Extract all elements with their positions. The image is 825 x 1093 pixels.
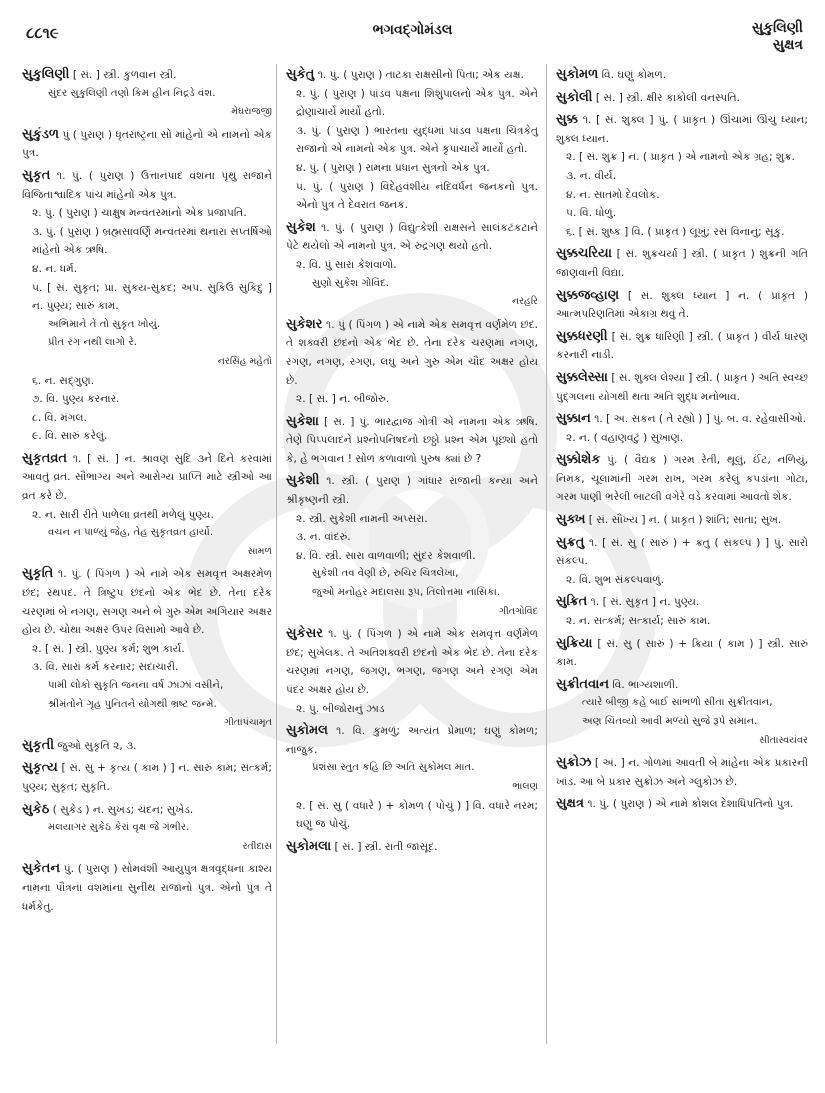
entry-line (22, 126, 272, 163)
quotation-line: પ્રશંસા સ્તુત કહિ છિ અતિ સુકોમલ માત. (312, 762, 475, 774)
headword: સુક્કધરણી (556, 328, 608, 344)
dictionary-entry (556, 245, 808, 282)
quotation-line: સુકેશી તવ વેણી છે, રુચિર ચિત્રલેખા, (312, 568, 459, 580)
headword: સુકોમલા (286, 838, 332, 854)
definition: જુઓ સુકૃતિ ૨, ૩. (57, 739, 137, 752)
definition: [ સં. સુ + કૃત્ય ( કામ ) ] ન. સારું કામ; સત્કર્મ; પુણ્ય; સુકૃત; સુકૃતિ. (22, 762, 272, 793)
headword: સુકેશા (286, 413, 319, 429)
quotation-line: ત્યારે બીજી કહે બાઈ સાંભળો સીતા સુક્રીતવાન, (582, 697, 773, 709)
dictionary-entry (286, 66, 538, 215)
dictionary-entry (22, 737, 272, 756)
sub-sense: ૨. [ સં. શુક્ર ] ન. ( પ્રાકૃત ) એ નામનો એક ગ્રહ; શુક્ર. (566, 151, 795, 164)
quotation-line: પામી લોકો સુકૃતિ જનના વર્ષ ઝાઝાં વસીને, (48, 680, 224, 691)
headword: સુક્કાન (556, 411, 591, 427)
entry-line (556, 410, 808, 429)
sub-sense: ૯. વિ. સારું કરેલું. (32, 430, 108, 443)
entry-line (22, 860, 272, 916)
definition: ૧. [ સં. સુ ( સારું ) + ક્રતુ ( સંકલ્પ ) ] પું. સારો સંકલ્પ. (556, 536, 808, 568)
definition: [ સં. શુક્રચર્યા ] સ્ત્રી. ( પ્રાકૃત ) શુક્રની ગતિ જાણવાની વિદ્યા. (556, 248, 808, 279)
dictionary-entry (22, 126, 272, 163)
sub-sense: ૩. ન. વાંદરું. (296, 531, 351, 544)
guide-words (752, 20, 803, 54)
sub-sense: ૪. ન. સાતમો દેવલોક. (566, 188, 660, 201)
headword: સુકૃત (22, 167, 51, 183)
entry-line (556, 369, 808, 406)
sub-sense: ૨. ન. સત્કર્મ; સત્કાર્ય; સારું કામ. (566, 615, 711, 628)
dictionary-entry (286, 413, 538, 469)
headword: સુકૃતવ્રત (22, 450, 68, 466)
definition: ૧. [ અ. સકન ( તે રહ્યો ) ] પું. બ. વ. રહેવાસીઓ. (594, 413, 807, 426)
quotation-line: સુંદર સુકુલિણી તણો કિમ હીન નિદ્રડે વંશ. (48, 87, 216, 99)
entry-line (286, 722, 538, 759)
sub-sense: ૨. પું. ( પુરાણ ) ચાક્ષુષ મન્વંતરમાંનો એક પ્રજાપતિ. (32, 207, 247, 220)
headword: સુક્રોઝ (556, 755, 592, 771)
headword: સુક્રિત (556, 594, 588, 610)
sub-sense: ૪. પું. ( પુરાણ ) રામના પ્રધાન સુત્રનો એક પુત્ર. (296, 161, 490, 174)
sub-sense: ૭. વિ. પુણ્ય કરનાર. (32, 393, 120, 406)
sub-sense: ૨. ન. સારી રીતે પાળેલા વ્રતથી મળેલું પુણ્ય. (32, 508, 214, 521)
entry-line (556, 89, 808, 108)
entry-line (286, 625, 538, 699)
entry-line (22, 565, 272, 639)
dictionary-entry (556, 593, 808, 630)
headword: સુકેઠ (22, 801, 50, 817)
sub-sense: ૨. [ સં. સુ ( વધારે ) + કોમળ ( પોચું ) ] વિ. વધારે નરમ; ઘણું જ પોચું. (296, 799, 538, 831)
column-3 (556, 66, 808, 818)
definition: ૧. પું. ( પુરાણ ) એ નામે કોશલ દેશાધિપતિનો પુત્ર. (587, 798, 794, 811)
headword: સુકેતુ (286, 67, 315, 82)
headword: સુકુંડળ (22, 126, 59, 142)
headword: સુકુલિણી (22, 67, 70, 82)
column-2 (286, 66, 538, 860)
sub-sense: ૨. સ્ત્રી. સુકેશી નામની અપ્સરા. (296, 512, 428, 525)
entry-line (286, 838, 538, 857)
headword: સુક્કજવ્હાણ (556, 287, 620, 303)
dictionary-entry (556, 89, 808, 108)
headword: સુક્રતુ (556, 534, 585, 550)
sub-sense: ૫. [ સં. સુકૃત; પ્રા. સુકય-સુકદ; અપ. સુકિઉ સુકિદુ ] ન. પુણ્ય; સારું કામ. (32, 281, 272, 313)
dictionary-entry (286, 838, 538, 857)
dictionary-entry (556, 410, 808, 447)
guide-word-first: સુકુલિણી (751, 20, 803, 36)
dictionary-entry (556, 676, 808, 750)
page-number: ૮૮૧૯ (26, 24, 59, 42)
quotation-source: મેઘરાજજી (231, 106, 272, 118)
entry-line (286, 472, 538, 509)
dictionary-entry (556, 287, 808, 324)
sub-sense: ૨. વિ. શુભ સંકલ્પવાળું. (566, 573, 664, 586)
definition: ૧. પું. ( પિંગળ ) એ નામે એક સમવૃત્ત અક્ષરમેળ છંદ; રથપદ. તે ત્રિષ્ટુપ છંદનો એક ભેદ છે. તેના દરેક ચરણમાં બે નગણ, સગણ અને બે ગુરુ એમ અગિયાર અક્ષર હોય છે. ચોથા અક્ષર ઉપર વિસામો આવે છે. (22, 568, 272, 637)
entry-line (556, 111, 808, 148)
headword: સુકૃત્ય (22, 760, 58, 776)
definition: [ સં. શુક્લ ધ્યાન ] ન. ( પ્રાકૃત ) આત્મપરિણતિમાં એકાગ્ર થવું તે. (556, 289, 808, 321)
sub-sense: ૪. ન. ધર્મ. (32, 262, 78, 275)
headword: સુકેતન (22, 861, 61, 877)
sub-sense: ૩. પું. ( પુરાણ ) બ્રહ્મસાવર્ણિ મન્વંતરમાં થનારા સપ્તર્ષિઓ માંહેનો એક ઋષિ. (32, 225, 272, 257)
quotation-line: વચન ન પાળ્યું જેહ, તેહ સુકૃતવ્રત હાર્યો. (48, 527, 214, 539)
dictionary-entry (22, 565, 272, 732)
dictionary-entry (556, 66, 808, 85)
quotation-line: જુઓ મનોહર મદાલસા રૂપ, તિલોત્તમા નાસિકા. (312, 587, 501, 599)
headword: સુક્રિયા (556, 635, 593, 651)
entry-line (22, 66, 272, 85)
quotation-line: અભિમાને તેં તો સુકૃત ખોયું. (48, 318, 161, 330)
quotation-source: ગીતાપંચામૃત (224, 717, 272, 729)
sub-sense: ૨. પું. બીજોરાનું ઝાડ (296, 702, 385, 715)
entry-line (286, 413, 538, 469)
headword: સુકોમલ (286, 723, 328, 739)
definition: પું. ( વૈદ્યક ) ગરમ રેતી, થૂલું, ઈંટ, નળિયું, નિમક, ચૂલામાંની ગરમ રાખ, ગરમ કરેલું કપડાંના ગોટા, ગરમ પાણી ભરેલી બાટલી વગેરે વડે કરવામાં આવતો શેક. (556, 454, 809, 504)
definition: [ સં. સૌખ્ય ] ન. ( પ્રાકૃત ) શાંતિ; સાતા; સુખ. (588, 514, 782, 527)
dictionary-entry (556, 534, 808, 590)
dictionary-entry (556, 369, 808, 406)
definition: વિ. ઘણું કોમળ. (601, 69, 667, 81)
definition: પું. ( પુરાણ ) સોમવંશી આયુપુત્ર ક્ષત્રવૃદ્ધના કાશ્ય નામના પૌત્રના વંશમાંના સુનીથ રાજાનો પુત્ર. એનો પુત્ર તે ધર્મકેતુ. (22, 863, 273, 913)
definition: ૧. વિ. કુમળું; અત્યંત પ્રેમાળ; ઘણું કોમળ; નાજુક. (286, 725, 538, 756)
headword: સુક્ષત્ર (556, 796, 584, 812)
entry-line (556, 795, 808, 814)
sub-sense: ૬. [ સં. શુષ્ક ] વિ. ( પ્રાકૃત ) લૂખું; રસ વિનાનું; સૂકું. (566, 225, 785, 238)
entry-line (286, 316, 538, 390)
entry-line (556, 287, 808, 324)
dictionary-entry (22, 450, 272, 562)
definition: ૧. પું. ( પુરાણ ) તાટકા રાક્ષસીનો પિતા; એક યક્ષ. (317, 69, 524, 81)
sub-sense: ૨. વિ. પું સારા કેશવાળો. (296, 258, 397, 271)
definition: [ સં. શુક્ર ધારિણી ] સ્ત્રી. ( પ્રાકૃત ) વીર્ય ધારણ કરનારી નાડી. (556, 330, 808, 362)
definition: ૧. [ સં. ] ન. શ્રાવણ સુદિ ૩ને દિને કરવામાં આવતું વ્રત. સૌભાગ્ય અને આરોગ્ય પ્રાપ્તિ માટે સ્ત્રીઓ આ વ્રત કરે છે. (22, 452, 272, 503)
definition: ૧. પું. ( પિંગળ ) એ નામે એક સમવૃત્ત વર્ણમેળ છંદ; સુખેલક. તે અતિશક્વરી છંદનો એક ભેદ છે. તેના દરેક ચરણમાં નગણ, જગણ, ભગણ, જગણ અને રગણ એમ પંદર અક્ષર હોય છે. (286, 628, 538, 696)
definition: ૧. સ્ત્રી. ( પુરાણ ) ગાંધાર રાજાની કન્યા અને શ્રીકૃષ્ણની સ્ત્રી. (286, 475, 538, 507)
dictionary-entry (556, 451, 808, 507)
quotation-source: નરહરિ (511, 296, 538, 308)
definition: [ સં. ] સ્ત્રી. કુળવાન સ્ત્રી. (72, 69, 177, 81)
sub-sense: ૩. વિ. સારાં કર્મ કરનાર; સદાચારી. (32, 661, 179, 674)
headword: સુક્રીતવાન (556, 676, 610, 692)
quotation-line: મલયાગર સુકેઠ કેરાં વૃક્ષ જે ગંભીર. (48, 822, 190, 834)
sub-sense: ૨. [ સં. ] સ્ત્રી. પુણ્ય કર્મ; શુભ કાર્ય. (32, 642, 185, 655)
entry-line (22, 450, 272, 506)
quotation-line: અણ ચિંતવ્યો આવી મળ્યો સુજે રૂપે સમાન. (582, 716, 758, 727)
entry-line (556, 676, 808, 695)
entry-line (22, 737, 272, 756)
definition: ૧. પું ( પિંગળ ) એ નામે એક સમવૃત્ત વર્ણમેળ છંદ. તે શક્વરી છંદનો એક ભેદ છે. તેના દરેક ચરણમાં નગણ, રગણ, નગણ, રગણ, લઘુ અને ગુરુ એમ ચૌદ અક્ષર હોય છે. (286, 318, 538, 387)
entry-line (556, 534, 808, 571)
dictionary-entry (22, 66, 272, 122)
entry-line (556, 593, 808, 612)
sub-sense: ૨. ન. ( વહાણવટું ) સુખાણ. (566, 431, 684, 444)
entry-line (556, 754, 808, 791)
headword: સુકોમળ (556, 67, 599, 82)
headword: સુકોલી (556, 89, 593, 105)
entry-line (286, 219, 538, 256)
entry-line (22, 759, 272, 796)
sub-sense: ૫. વિ. ધોળું. (566, 207, 617, 220)
headword: સુક્કોશેક (556, 452, 601, 468)
dictionary-entry (556, 635, 808, 672)
entry-line (556, 451, 808, 507)
headword: સુકેસર (286, 626, 323, 642)
book-title: ભગવદ્ગોમંડલ (372, 22, 453, 38)
entry-line (556, 635, 808, 672)
dictionary-entry (556, 111, 808, 241)
entry-line (556, 245, 808, 282)
sub-sense: ૬. ન. સદ્ગુણ. (32, 374, 95, 387)
dictionary-entry (556, 328, 808, 365)
definition: [ સં. ] સ્ત્રી. ક્ષીર કાકોલી વનસ્પતિ. (595, 91, 740, 104)
headword: સુક્ખ (556, 512, 586, 528)
definition: ૧. [ સં. શુક્લ ] પું. ( પ્રાકૃત ) ઊંચામાં ઊંચું ધ્યાન; શુક્લ ધ્યાન. (556, 114, 808, 145)
quotation-source: નરસિંહ મહેતો (217, 355, 272, 367)
sub-sense: ૮. વિ. મંગલ. (32, 411, 87, 424)
entry-line (556, 66, 808, 85)
headword: સુકેશ (286, 219, 316, 235)
definition: [ સં. શુક્લ લેશ્યા ] સ્ત્રી. ( પ્રાકૃત ) અતિ સ્વચ્છ પુદ્ગલના યોગથી થતા અતિ શુદ્ધ મનોભાવ. (556, 371, 808, 403)
definition: [ અં. ] ન. ગોળમાં આવતી બે માંહેના એક પ્રકારની ખાંડ. આ બે પ્રકાર સુક્રોઝ અને ગ્લુકોઝ છે. (556, 757, 808, 788)
entry-line (556, 328, 808, 365)
headword: સુક્કચરિયા (556, 246, 612, 262)
definition: ૧. પું. ( પુરાણ ) વિદ્યુત્કેશી રાક્ષસને સાલંકટંકટાને પેટે થયેલો એ નામનો પુત્ર. એ રુદ્રગણ થયો હતો. (286, 221, 538, 253)
entry-line (22, 167, 272, 204)
quotation-line: સુણો સુકેશ ગોવિંદ. (312, 277, 390, 289)
column-divider (276, 64, 277, 1044)
page-header (0, 0, 825, 56)
sub-sense: ૪. વિ. સ્ત્રી. સારા વાળવાળી; સુંદર કેશવાળી. (296, 549, 476, 562)
definition: [ સં. સુ ( સારું ) + ક્રિયા ( કામ ) ] સ્ત્રી. સારું કામ. (556, 637, 808, 669)
column-1 (22, 66, 272, 920)
quotation-source: સીતાસ્વયંવર (759, 734, 808, 746)
sub-sense: ૩. ન. વીર્ય. (566, 169, 617, 182)
definition: પું ( પુરાણ ) ધૃતરાષ્ટ્રના સો માંહેનો એ નામનો એક પુત્ર. (22, 128, 273, 160)
quotation-source: રતીદાસ (242, 840, 272, 852)
entry-line (556, 511, 808, 530)
headword: સુક્કલેસ્સા (556, 369, 608, 385)
definition: ( સુકેડ ) ન. સુખડ; ચંદન; સુખેડ. (52, 803, 194, 816)
dictionary-entry (22, 167, 272, 446)
entry-line (22, 801, 272, 820)
sub-sense: ૩. પું. ( પુરાણ ) ભારતના યુદ્ધમાં પાંડવ પક્ષના ચિત્રકેતુ રાજાનો એ નામનો એક પુત્ર. એને કૃપાચાર્યે માર્યો હતો. (296, 124, 538, 156)
dictionary-entry (556, 795, 808, 814)
definition: ૧. પું. ( પુરાણ ) ઉત્તાનપાદ વંશના પૃથુ રાજાને વિજિતાશ્વાદિક પાંચ માંહેનો એક પુત્ર. (22, 169, 272, 201)
definition: ૧. [ સં. સુકૃત ] ન. પુણ્ય. (590, 596, 700, 609)
dictionary-entry (286, 472, 538, 621)
headword: સુકૃતી (22, 737, 55, 753)
quotation-source: સામળ (247, 545, 272, 557)
headword: સુકેશી (286, 473, 320, 489)
quotation-source: ગીતગોવિંદ (498, 605, 538, 617)
definition: વિ. ભાગ્યશાળી. (612, 678, 679, 691)
headword: સુકેશર (286, 316, 323, 332)
entry-line (286, 66, 538, 85)
definition: [ સં. ] સ્ત્રી. રાતી જાસૂદ. (334, 840, 438, 853)
dictionary-entry (286, 625, 538, 718)
quotation-line: શ્રીમંતોને ગૃહ પુનિતને યોગથી ભ્રષ્ટ જન્મે. (48, 698, 217, 710)
dictionary-entry (556, 511, 808, 530)
dictionary-entry (556, 754, 808, 791)
guide-word-last: સુક્ષત્ર (772, 37, 803, 53)
sub-sense: ૨. પું. ( પુરાણ ) પાંડવ પક્ષના શિશુપાલનો એક પુત્ર. એને દ્રોણાચાર્યે માર્યો હતો. (296, 87, 538, 119)
quotation-line: પ્રીત રંગ નથી લાગો રે. (48, 337, 137, 349)
sub-sense: ૨. [ સં. ] ન. બીજોરું. (296, 393, 390, 406)
definition: [ સં. ] પું. ભારદ્વાજ ગોત્રી એ નામના એક ઋષિ. તેણે પિપ્પલાદને પ્રશ્નોપનિષદનો છઠ્ઠો પ્રશ્ન એમ પૂછ્યો હતો કે, હે ભગવાન ! સોળ કળાવાળો પુરુષ ક્યાં છે ? (286, 415, 538, 465)
dictionary-entry (286, 219, 538, 312)
column-divider (546, 64, 547, 1044)
sub-sense: ૫. પું. ( પુરાણ ) વિદેહવંશીય નંદિવર્ધન જનકનો પુત્ર. એનો પુત્ર તે દેવરાત જનક. (296, 180, 538, 212)
headword: સુક્ક (556, 112, 578, 128)
dictionary-entry (22, 860, 272, 916)
dictionary-entry (286, 722, 538, 834)
dictionary-entry (286, 316, 538, 409)
dictionary-entry (22, 759, 272, 796)
dictionary-entry (22, 801, 272, 857)
headword: સુકૃતિ (22, 566, 54, 582)
quotation-source: ભાલણ (512, 780, 538, 792)
